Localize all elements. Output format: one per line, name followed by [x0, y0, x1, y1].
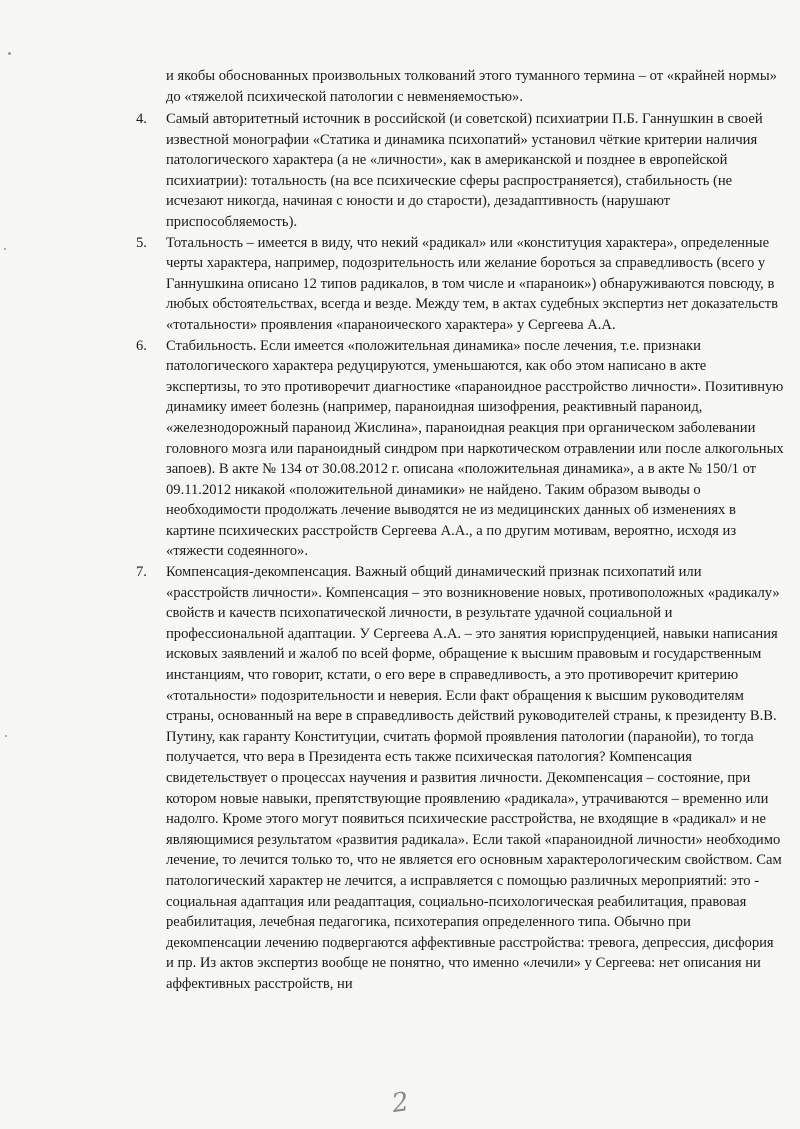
- list-item: [136, 336, 784, 563]
- scan-speck: [5, 735, 7, 737]
- list-item: [136, 233, 784, 336]
- list-item: [136, 109, 784, 233]
- list-item: [136, 562, 784, 994]
- scan-speck: [4, 248, 6, 250]
- handwritten-page-number: 2: [389, 1086, 411, 1120]
- item-number: 4.: [136, 111, 147, 127]
- item-number: 6.: [136, 337, 147, 354]
- continuation-text: и якобы обоснованных произвольных толкований этого туманного термина – от «крайней нормы» до «тяжелой психической патологии с невменяемостью».: [166, 68, 777, 105]
- continuation-paragraph: [166, 66, 781, 108]
- item-text: Самый авторитетный источник в российской (и советской) психиатрии П.Б. Ганнушкин в своей известной монографии «Статика и динамика психопатий» установил чёткие критерии наличия патологического характера (а не «личности», как в американской и позднее в европейской психиатрии): тотальность (на все психические сферы распространяется), стабильность (не исчезают никогда, начиная с юности и до старости), дезадаптивность (нарушают приспособляемость).: [166, 111, 763, 230]
- item-text: Стабильность. Если имеется «положительная динамика» после лечения, т.е. признаки патологического характера редуцируются, уменьшаются, как обо этом написано в акте экспертизы, то это противоречит диагностике «параноидное расстройство личности». Позитивную динамику имеет болезнь (например, параноидная шизофрения, реактивный параноид, «железнодорожный параноид Жислина», параноидная реакция при органическом заболевании головного мозга или параноидный синдром при наркотическом отравлении или после алкогольных запоев). В акте № 134 от 30.08.2012 г. описана «положительная динамика», а в акте № 150/1 от 09.11.2012 никакой «положительной динамики» не найдено. Таким образом выводы о необходимости продолжать лечение выводятся не из медицинских данных об изменениях в картине психических расстройств Сергеева А.А., а по другим мотивам, вероятно, исходя из «тяжести содеянного».: [166, 337, 784, 560]
- item-number: 7.: [136, 564, 147, 581]
- item-text: Тотальность – имеется в виду, что некий «радикал» или «конституция характера», определенные черты характера, например, подозрительность или желание бороться за справедливость (всего у Ганнушкина описано 12 типов радикалов, в том числе и «параноик») обнаруживаются повсюду, в любых обстоятельствах, всегда и везде. Между тем, в актах судебных экспертиз нет доказательств «тотальности» проявления «параноического характера» у Сергеева А.А.: [166, 234, 779, 333]
- scan-speck: [8, 52, 11, 55]
- numbered-list: [136, 109, 784, 995]
- item-number: 5.: [136, 234, 147, 251]
- item-text: Компенсация-декомпенсация. Важный общий динамический признак психопатий или «расстройств личности». Компенсация – это возникновение новых, противоположных «радикалу» свойств и качеств психопатической личности, в результате удачной социальной и профессиональной адаптации. У Сергеева А.А. – это занятия юриспруденцией, навыки написания исковых заявлений и жалоб по всей форме, обращение к высшим правовым и государственным инстанциям, что говорит, кстати, о его вере в справедливость, а это противоречит критерию «тотальности» подозрительности и неверия. Если факт обращения к высшим руководителям страны, основанный на вере в справедливость действий руководителей страны, к президенту В.В. Путину, как гаранту Конституции, считать формой проявления патологии (паранойи), то тогда получается, что вера в Президента есть также психическая патология? Компенсация свидетельствует о процессах научения и развития личности. Декомпенсация – состояние, при котором новые навыки, препятствующие проявлению «радикала», утрачиваются – временно или надолго. Кроме этого могут появиться психические расстройства, не входящие в «радикал» и не являющимися результатом «развития радикала». Если такой «параноидной личности» необходимо лечение, то лечится только то, что не является его основным характерологическим свойством. Сам патологический характер не лечится, а исправляется с помощью различных мероприятий: это - социальная адаптация или реадаптация, социально-психологическая реабилитация, правовая реабилитация, лечебная педагогика, психотерапия определенного типа. Обычно при декомпенсации лечению подвергаются аффективные расстройства: тревога, депрессия, дисфория и пр. Из актов экспертиз вообще не понятно, что именно «лечили» у Сергеева: нет описания ни аффективных расстройств, ни: [166, 564, 782, 992]
